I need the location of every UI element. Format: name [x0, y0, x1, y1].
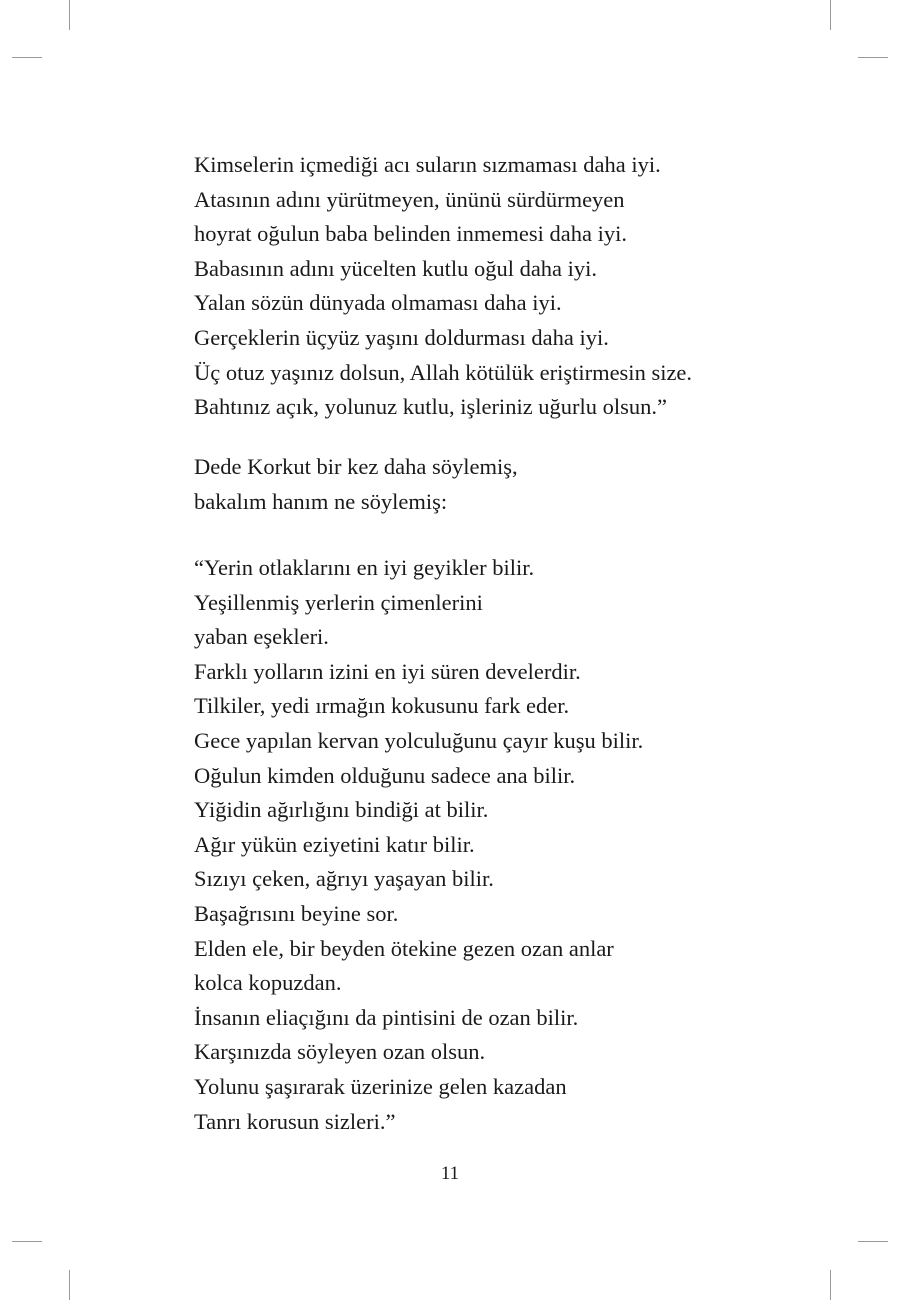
verse-line: Babasının adını yücelten kutlu oğul daha iyi. [194, 255, 598, 281]
verse-line: bakalım hanım ne söylemiş: [194, 488, 448, 514]
crop-mark-top-right-horizontal [858, 57, 888, 58]
stanza-3 [194, 551, 814, 1139]
verse-line: yaban eşekleri. [194, 624, 329, 650]
verse-line: Farklı yolların izini en iyi süren develerdir. [194, 658, 581, 684]
stanza-2 [194, 450, 814, 519]
stanza-1 [194, 148, 814, 425]
verse-line: Yolunu şaşırarak üzerinize gelen kazadan [194, 1073, 567, 1099]
verse-line: Ağır yükün eziyetini katır bilir. [194, 831, 475, 857]
verse-line: Gerçeklerin üçyüz yaşını doldurması daha iyi. [194, 324, 609, 350]
verse-line: Atasının adını yürütmeyen, ününü sürdürmeyen [194, 186, 625, 212]
verse-line: Kimselerin içmediği acı suların sızmaması daha iyi. [194, 152, 661, 177]
page-number: 11 [440, 1163, 460, 1184]
crop-mark-bottom-right-horizontal [858, 1241, 888, 1242]
verse-line: Yeşillenmiş yerlerin çimenlerini [194, 589, 483, 615]
crop-mark-bottom-left-vertical [69, 1270, 70, 1300]
verse-line: kolca kopuzdan. [194, 970, 342, 996]
crop-mark-top-left-vertical [69, 0, 70, 30]
verse-line: Sızıyı çeken, ağrıyı yaşayan bilir. [194, 866, 494, 892]
crop-mark-top-right-vertical [830, 0, 831, 30]
verse-line: Dede Korkut bir kez daha söylemiş, [194, 454, 518, 479]
verse-line: Elden ele, bir beyden ötekine gezen ozan anlar [194, 935, 614, 961]
verse-line: İnsanın eliaçığını da pintisini de ozan bilir. [194, 1004, 579, 1030]
verse-line: hoyrat oğulun baba belinden inmemesi daha iyi. [194, 221, 628, 247]
crop-mark-top-left-horizontal [12, 57, 42, 58]
crop-mark-bottom-left-horizontal [12, 1241, 42, 1242]
verse-line: Başağrısını beyine sor. [194, 900, 399, 926]
verse-line: Yalan sözün dünyada olmaması daha iyi. [194, 290, 562, 316]
verse-line: Tanrı korusun sizleri.” [194, 1108, 396, 1134]
crop-mark-bottom-right-vertical [830, 1270, 831, 1300]
verse-line: Oğulun kimden olduğunu sadece ana bilir. [194, 762, 576, 788]
verse-line: Üç otuz yaşınız dolsun, Allah kötülük eriştirmesin size. [194, 359, 693, 385]
verse-line: Yiğidin ağırlığını bindiği at bilir. [194, 797, 489, 823]
verse-line: Gece yapılan kervan yolculuğunu çayır kuşu bilir. [194, 727, 644, 753]
verse-line: Bahtınız açık, yolunuz kutlu, işleriniz uğurlu olsun.” [194, 394, 668, 420]
verse-line: “Yerin otlaklarını en iyi geyikler bilir. [194, 555, 535, 580]
verse-line: Karşınızda söyleyen ozan olsun. [194, 1039, 486, 1065]
verse-line: Tilkiler, yedi ırmağın kokusunu fark eder. [194, 693, 570, 719]
